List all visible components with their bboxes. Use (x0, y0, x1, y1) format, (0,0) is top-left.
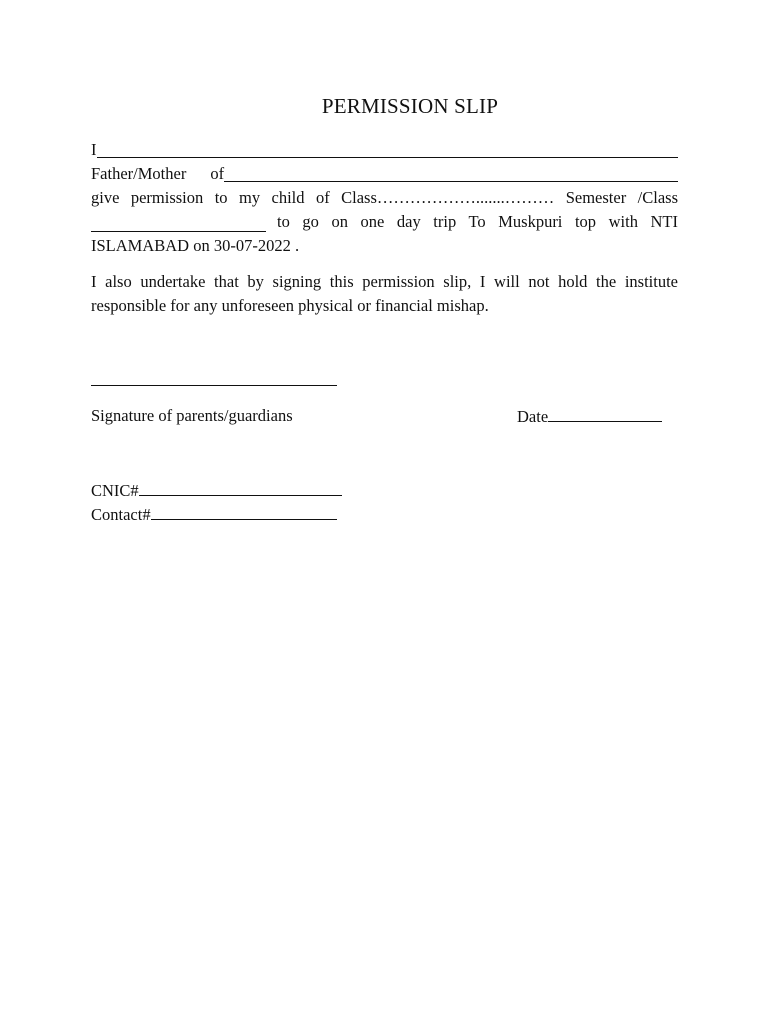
parent-label: Father/Mother (91, 164, 187, 183)
semester-line (91, 212, 678, 232)
name-blank[interactable] (97, 142, 679, 158)
parent-line (91, 164, 678, 184)
cnic-blank[interactable] (139, 480, 342, 496)
trip-date-line: ISLAMABAD on 30-07-2022 . (91, 236, 300, 255)
contact-blank[interactable] (151, 504, 337, 520)
signature-label: Signature of parents/guardians (91, 406, 293, 425)
undertaking-line-1: I also undertake that by signing this permission slip, I will not hold the institute (91, 272, 678, 291)
date-blank[interactable] (548, 406, 662, 422)
parent-of-label: of (210, 164, 225, 183)
contact-row (91, 504, 678, 525)
undertaking-line-2: responsible for any unforeseen physical or financial mishap. (91, 296, 489, 315)
contact-label: Contact# (91, 505, 151, 524)
page-title: PERMISSION SLIP (321, 94, 499, 118)
signature-blank[interactable] (91, 385, 337, 386)
cnic-row (91, 480, 678, 501)
signature-row (91, 406, 678, 426)
date-field (517, 406, 662, 426)
date-label: Date (517, 407, 549, 426)
cnic-label: CNIC# (91, 481, 139, 500)
trip-text: to go on one day trip To Muskpuri top with NTI (277, 212, 678, 231)
name-prefix: I (91, 140, 97, 159)
semester-blank[interactable] (91, 216, 266, 232)
class-line: give permission to my child of Class……………….......……… Semester /Class (91, 188, 678, 207)
parent-blank[interactable] (224, 166, 678, 182)
name-line (91, 140, 678, 160)
